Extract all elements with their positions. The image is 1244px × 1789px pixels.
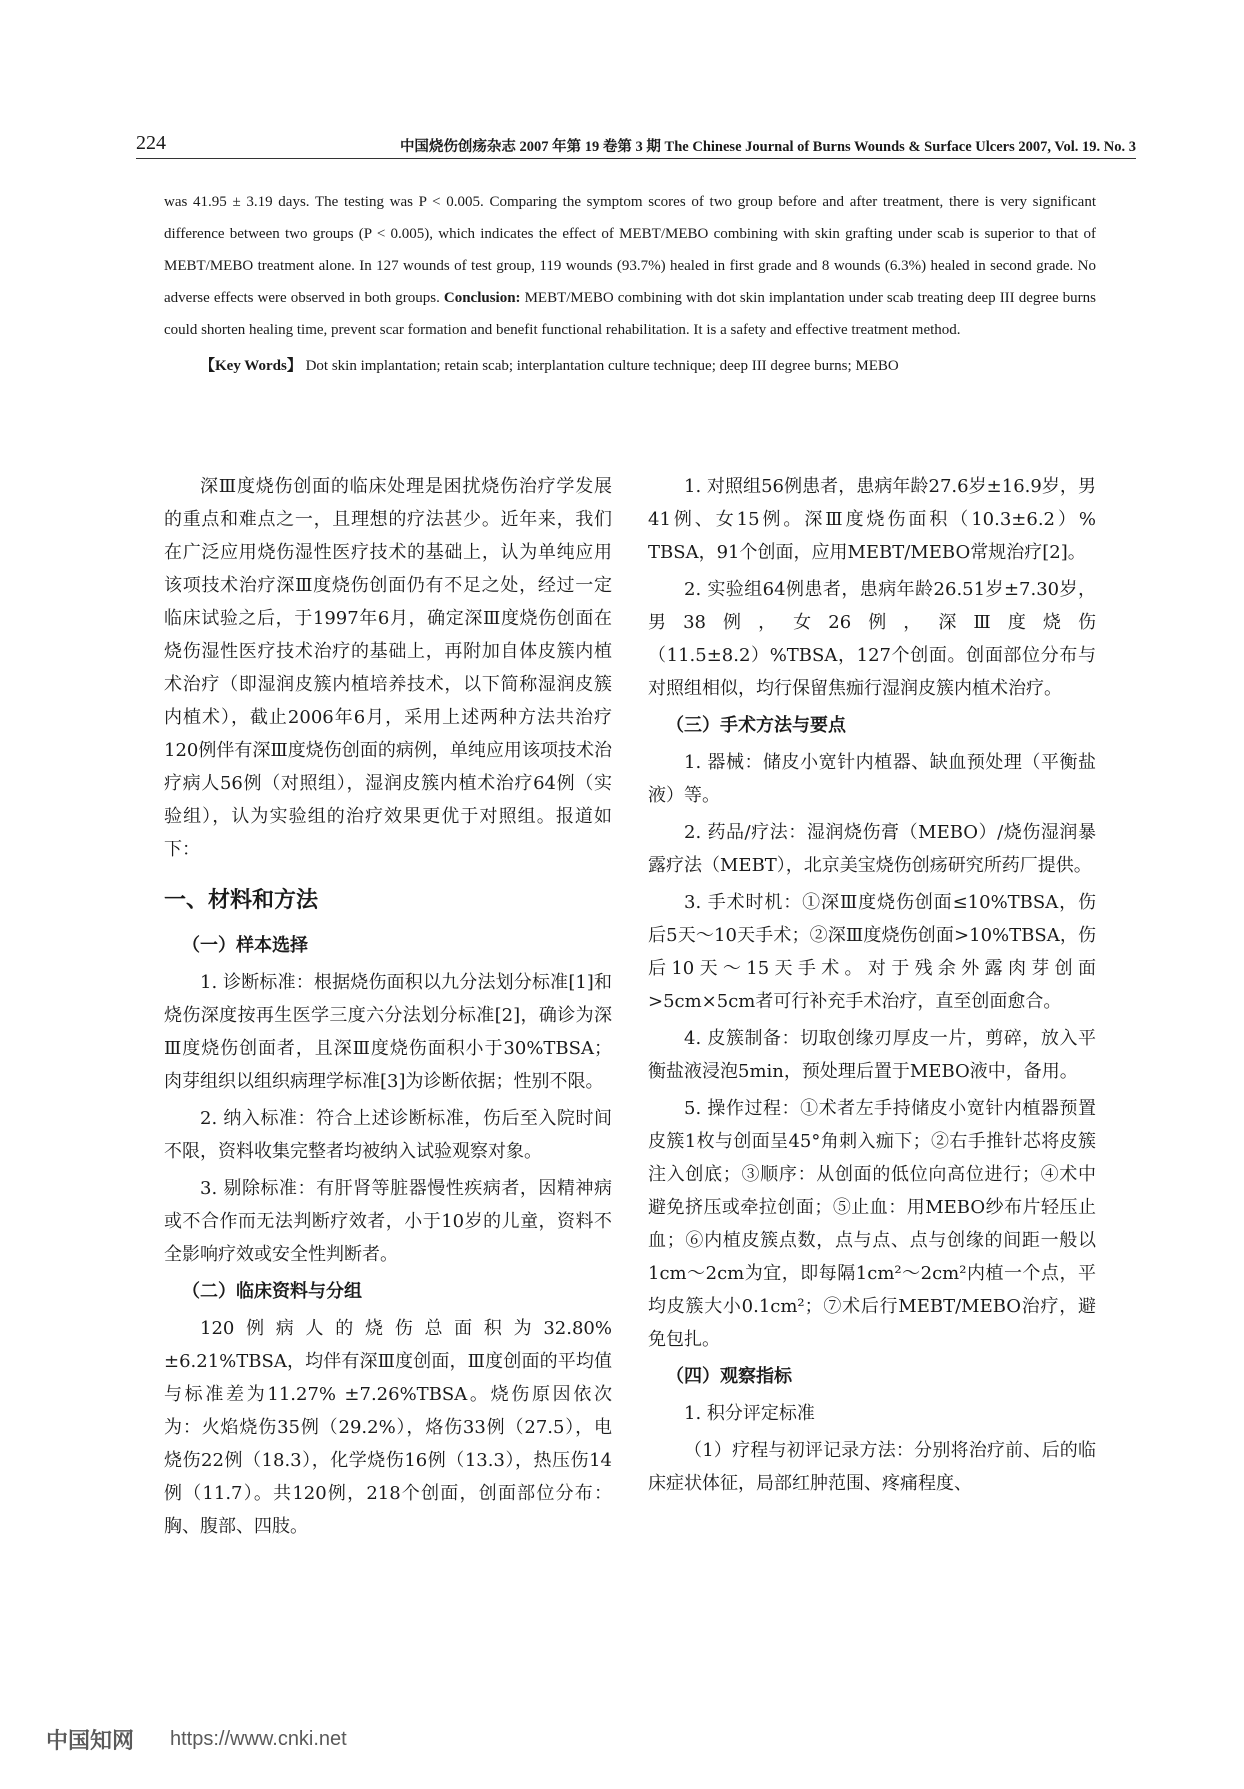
- keywords-label: 【Key Words】: [200, 358, 302, 374]
- english-abstract: [164, 186, 1096, 382]
- cnki-url[interactable]: https://www.cnki.net: [170, 1728, 347, 1750]
- keywords: [164, 350, 1096, 382]
- running-title: 中国烧伤创疡杂志 2007 年第 19 卷第 3 期 The Chinese Journal of Burns Wounds & Surface Ulcers 2007, Vol. 19. No. 3: [399, 139, 1136, 155]
- subsection-heading: （三）手术方法与要点: [666, 715, 846, 736]
- page-header: [136, 132, 1136, 156]
- abstract-text: was 41.95 ± 3.19 days. The testing was P < 0.005. Comparing the symptom scores of two group before and after treatment, there is very significant difference between two groups (P < 0.005), which indicates the effect of MEBT/MEBO combining with skin grafting under scab is superior to that of MEBT/MEBO treatment alone. In 127 wounds of test group, 119 wounds (93.7%) healed in first grade and 8 wounds (6.3%) healed in second grade. No adverse effects were observed in both groups.: [164, 194, 1096, 306]
- paragraph: 3. 手术时机：①深Ⅲ度烧伤创面≤10%TBSA，伤后5天～10天手术；②深Ⅲ度烧伤创面>10%TBSA，伤后10天～15天手术。对于残余外露肉芽创面>5cm×5cm者可行补充手术治疗，直至创面愈合。: [648, 892, 1096, 1012]
- paragraph: 120例病人的烧伤总面积为32.80% ±6.21%TBSA，均伴有深Ⅲ度创面，Ⅲ度创面的平均值与标准差为11.27% ±7.26%TBSA。烧伤原因依次为：火焰烧伤35例（29.2%），烙伤33例（27.5），电烧伤22例（18.3），化学烧伤16例（13.3），热压伤14例（11.7）。共120例，218个创面，创面部位分布：胸、腹部、四肢。: [164, 1318, 612, 1537]
- paragraph: 1. 积分评定标准: [684, 1403, 815, 1424]
- paragraph: 3. 剔除标准：有肝肾等脏器慢性疾病者，因精神病或不合作而无法判断疗效者，小于10岁的儿童，资料不全影响疗效或安全性判断者。: [164, 1178, 612, 1265]
- left-column: [164, 470, 612, 1547]
- paragraph: 4. 皮簇制备：切取创缘刃厚皮一片，剪碎，放入平衡盐液浸泡5min，预处理后置于MEBO液中，备用。: [648, 1028, 1096, 1082]
- subsection-heading: （四）观察指标: [666, 1366, 792, 1387]
- header-rule: [136, 158, 1136, 159]
- intro-paragraph: 深Ⅲ度烧伤创面的临床处理是困扰烧伤治疗学发展的重点和难点之一，且理想的疗法甚少。近年来，我们在广泛应用烧伤湿性医疗技术的基础上，认为单纯应用该项技术治疗深Ⅲ度烧伤创面仍有不足之处，经过一定临床试验之后，于1997年6月，确定深Ⅲ度烧伤创面在烧伤湿性医疗技术治疗的基础上，再附加自体皮簇内植术治疗（即湿润皮簇内植培养技术，以下简称湿润皮簇内植术），截止2006年6月，采用上述两种方法共治疗120例伴有深Ⅲ度烧伤创面的病例，单纯应用该项技术治疗病人56例（对照组），湿润皮簇内植术治疗64例（实验组），认为实验组的治疗效果更优于对照组。报道如下：: [164, 476, 612, 860]
- cnki-logo: 中国知网: [46, 1729, 135, 1754]
- paragraph: 1. 对照组56例患者，患病年龄27.6岁±16.9岁，男41例、女15例。深Ⅲ度烧伤面积（10.3±6.2）% TBSA，91个创面，应用MEBT/MEBO常规治疗[2]。: [648, 476, 1096, 563]
- conclusion-label: Conclusion:: [443, 290, 521, 306]
- abstract-body: [164, 186, 1096, 346]
- paragraph: 5. 操作过程：①术者左手持储皮小宽针内植器预置皮簇1枚与创面呈45°角刺入痂下；②右手推针芯将皮簇注入创底；③顺序：从创面的低位向高位进行；④术中避免挤压或牵拉创面；⑤止血：用MEBO纱布片轻压止血；⑥内植皮簇点数，点与点、点与创缘的间距一般以1cm～2cm为宜，即每隔1cm²～2cm²内植一个点，平均皮簇大小0.1cm²；⑦术后行MEBT/MEBO治疗，避免包扎。: [648, 1098, 1096, 1350]
- section-heading: 一、材料和方法: [164, 888, 319, 913]
- paragraph: 2. 药品/疗法：湿润烧伤膏（MEBO）/烧伤湿润暴露疗法（MEBT），北京美宝烧伤创疡研究所药厂提供。: [648, 822, 1096, 876]
- subsection-heading: （二）临床资料与分组: [182, 1281, 362, 1302]
- page-number: 224: [136, 132, 166, 154]
- subsection-heading: （一）样本选择: [182, 935, 308, 956]
- paragraph: 1. 诊断标准：根据烧伤面积以九分法划分标准[1]和烧伤深度按再生医学三度六分法划分标准[2]，确诊为深Ⅲ度烧伤创面者，且深Ⅲ度烧伤面积小于30%TBSA；肉芽组织以组织病理学标准[3]为诊断依据；性别不限。: [164, 972, 612, 1092]
- right-column: [648, 470, 1096, 1504]
- conclusion-text: MEBT/MEBO combining with dot skin implantation under scab treating deep III degree burns could shorten healing time, prevent scar formation and benefit functional rehabilitation. It is a safety and effective treatment method.: [164, 290, 1097, 338]
- paragraph: （1）疗程与初评记录方法：分别将治疗前、后的临床症状体征，局部红肿范围、疼痛程度、: [648, 1440, 1096, 1494]
- paragraph: 1. 器械：储皮小宽针内植器、缺血预处理（平衡盐液）等。: [648, 752, 1096, 806]
- paragraph: 2. 实验组64例患者，患病年龄26.51岁±7.30岁，男38例，女26例，深Ⅲ度烧伤（11.5±8.2）%TBSA，127个创面。创面部位分布与对照组相似，均行保留焦痂行湿润皮簇内植术治疗。: [648, 579, 1096, 699]
- keywords-text: Dot skin implantation; retain scab; interplantation culture technique; deep III degree burns; MEBO: [305, 358, 899, 374]
- paragraph: 2. 纳入标准：符合上述诊断标准，伤后至入院时间不限，资料收集完整者均被纳入试验观察对象。: [164, 1108, 612, 1162]
